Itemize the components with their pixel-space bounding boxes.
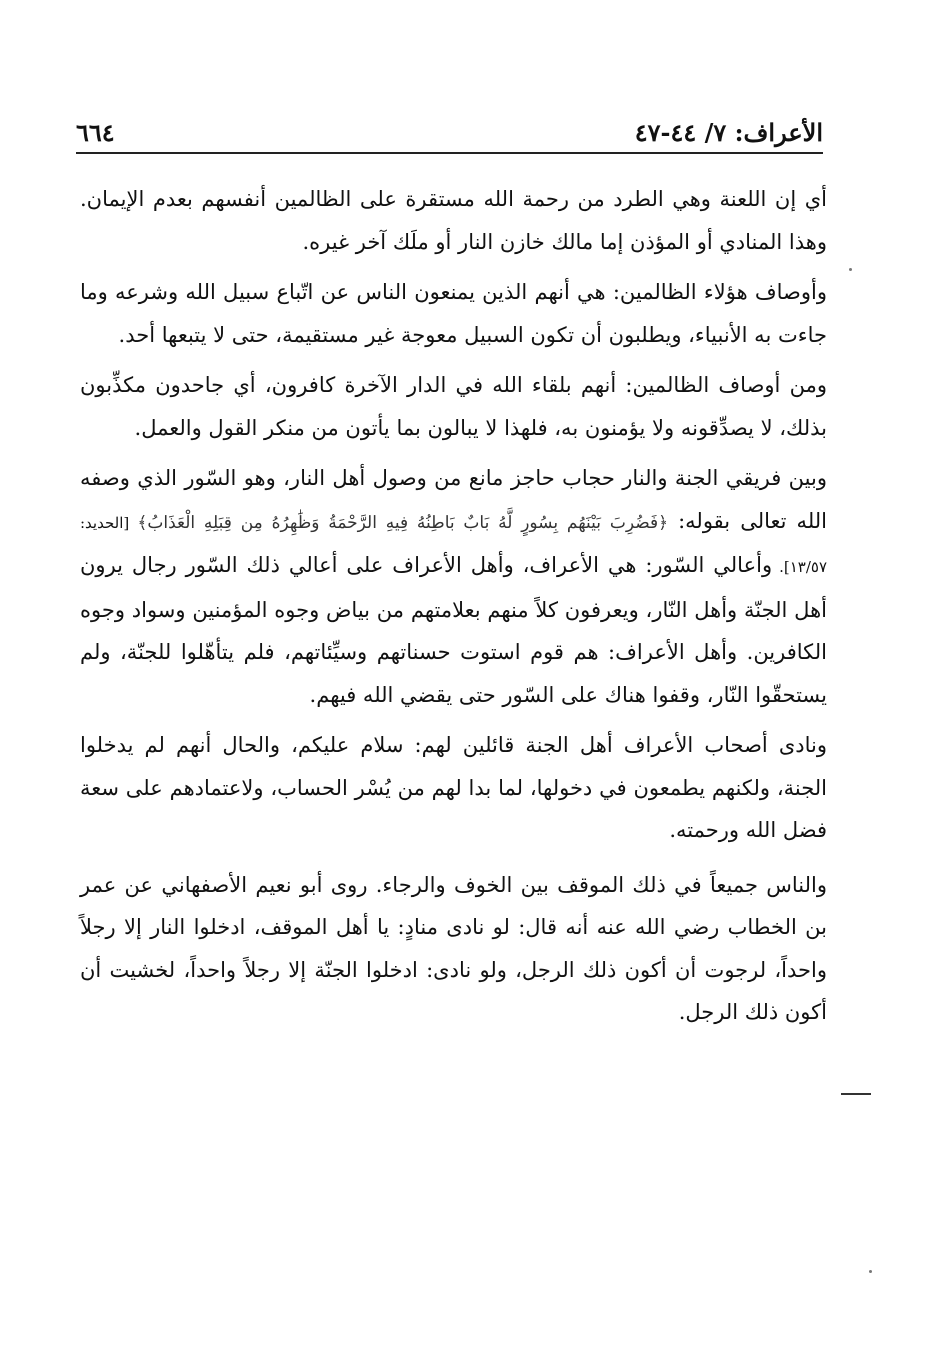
paragraph-people-of-araf: ونادى أصحاب الأعراف أهل الجنة قائلين لهم: سلام عليكم، والحال أنهم لم يدخلوا الجنة، ولكنهم يطمعون في دخولها، لما بدا لهم من يُسْر الحساب، ولاعتمادهم على سعة فضل الله ورحمته.: [80, 733, 827, 842]
page-header: [76, 112, 823, 154]
page-number: ٦٦٤: [76, 118, 115, 147]
margin-mark: [841, 1093, 871, 1095]
paragraph-disbelief-in-hereafter: ومن أوصاف الظالمين: أنهم بلقاء الله في الدار الآخرة كافرون، أي جاحدون مكذِّبون بذلك، لا يصدِّقونه ولا يؤمنون به، فلهذا لا يبالون بما يأتون من منكر القول والعمل.: [80, 373, 827, 440]
paragraph-fear-and-hope: والناس جميعاً في ذلك الموقف بين الخوف والرجاء. روى أبو نعيم الأصفهاني عن عمر بن الخطاب رضي الله عنه أنه قال: لو نادى منادٍ: يا أهل الموقف، ادخلوا النار إلا رجلاً واحداً، لرجوت أن أكون ذلك الرجل، ولو نادى: ادخلوا الجنّة إلا رجلاً واحداً، لخشيت أن أكون ذلك الرجل.: [80, 872, 827, 1024]
wall-intro-text: وبين فريقي الجنة والنار حجاب حاجز مانع من وصول أهل النار، وهو السّور الذي وصفه الله تعالى بقوله:: [80, 466, 827, 533]
paragraph-oppressors-traits: وأوصاف هؤلاء الظالمين: هي أنهم الذين يمنعون الناس عن اتّباع سبيل الله وشرعه وما جاءت به الأنبياء، ويطلبون أن تكون السبيل معوجة غير مستقيمة، حتى لا يتبعها أحد.: [80, 280, 827, 347]
paragraph-wall-between: [80, 457, 827, 716]
quran-quote: ﴿فَضُرِبَ بَيْنَهُم بِسُورٍ لَّهُ بَابٌ بَاطِنُهُ فِيهِ الرَّحْمَةُ وَظَٰهِرُهُ مِن قِبَلِهِ الْعَذَابُ﴾: [137, 512, 669, 533]
paragraph-curse: أي إن اللعنة وهي الطرد من رحمة الله مستقرة على الظالمين أنفسهم بعدم الإيمان. وهذا المنادي أو المؤذن إما مالك خازن النار أو ملَك آخر غيره.: [80, 187, 827, 254]
scan-dot: [849, 268, 852, 271]
running-title: الأعراف: ٧/ ٤٤-٤٧: [634, 118, 823, 147]
scan-dot: [869, 1270, 872, 1273]
body-text: [80, 178, 827, 1034]
quran-reference: [الحديد: ١٣/٥٧].: [80, 513, 828, 576]
wall-description-text: وأعالي السّور: هي الأعراف، وأهل الأعراف على أعالي ذلك السّور رجال يرون أهل الجنّة وأهل النّار، ويعرفون كلاً منهم بعلامتهم من بياض وجوه المؤمنين وسواد وجوه الكافرين. وأهل الأعراف: هم قوم استوت حسناتهم وسيِّئاتهم، فلم يتأهّلوا للجنّة، ولم يستحقّوا النّار، وقفوا هناك على السّور حتى يقضي الله فيهم.: [80, 553, 827, 707]
